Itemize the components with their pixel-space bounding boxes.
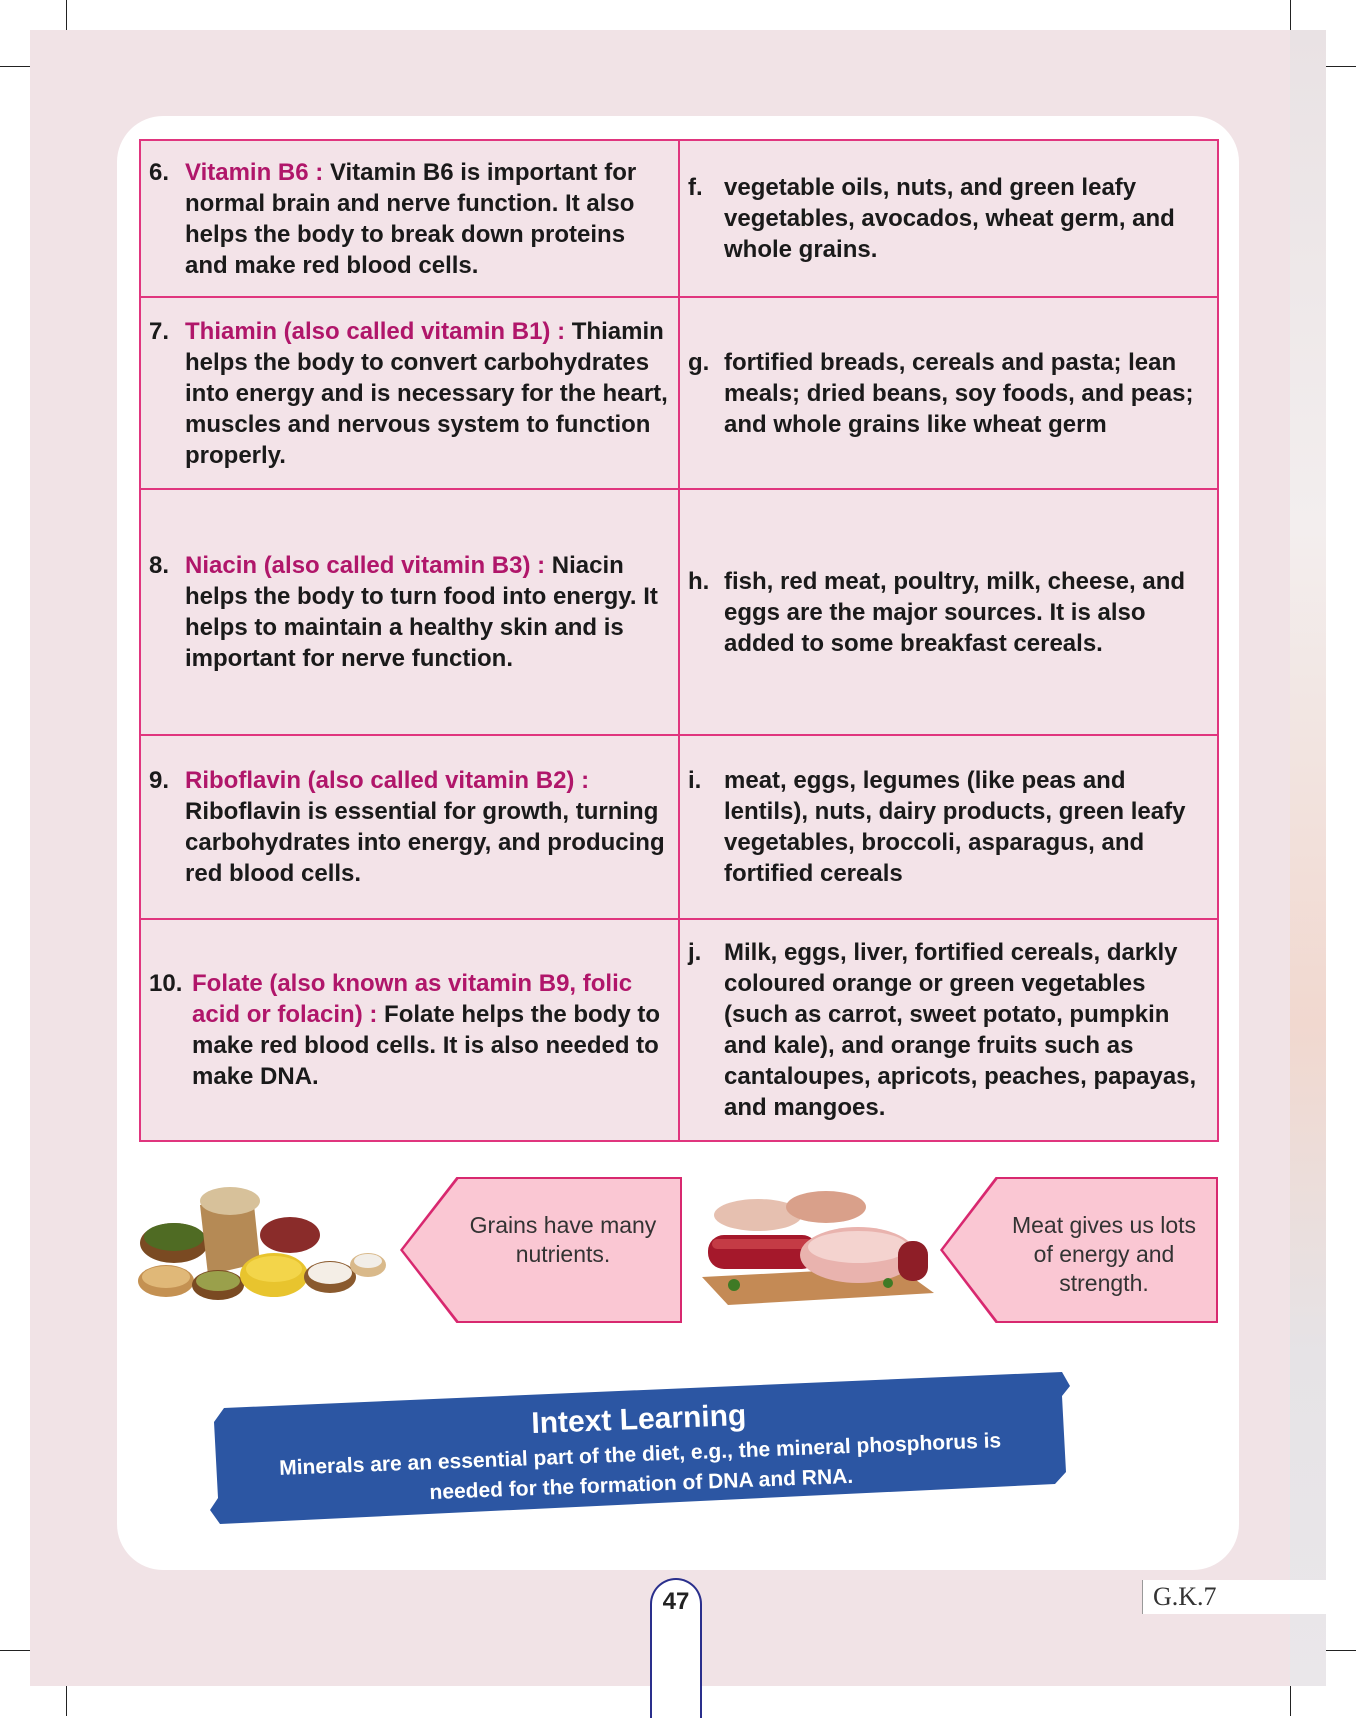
meat-callout-text: Meat gives us lots of energy and strength. (1011, 1212, 1197, 1296)
crop-mark (66, 1686, 67, 1716)
vitamin-cell (140, 919, 679, 1141)
source-cell (679, 140, 1218, 297)
crop-mark (1326, 66, 1356, 67)
vitamin-cell (140, 489, 679, 735)
grains-callout-text: Grains have many nutrients. (469, 1212, 657, 1267)
right-edge-photo-strip (1290, 30, 1326, 1686)
food-sources: meat, eggs, legumes (like peas and lentils), nuts, dairy products, green leafy vegetables, broccoli, asparagus, and fortified cereals (724, 767, 1186, 887)
vitamin-name: Folate (also known as vitamin B9, folic acid or folacin) : (192, 970, 633, 1028)
item-letter: i. (688, 767, 702, 794)
food-sources: fish, red meat, poultry, milk, cheese, and eggs are the major sources. It is also added to some breakfast cereals. (724, 567, 1186, 657)
vitamin-description: Riboflavin is essential for growth, turning carbohydrates into energy, and producing red blood cells. (185, 798, 665, 887)
vitamin-name: Vitamin B6 : (185, 158, 324, 186)
item-letter: f. (688, 174, 703, 201)
item-number: 6. (149, 158, 170, 186)
item-letter: j. (688, 939, 702, 966)
vitamin-description: Vitamin B6 is important for normal brain and nerve function. It also helps the body to break down proteins and make red blood cells. (185, 158, 637, 279)
vitamin-cell (140, 297, 679, 489)
grains-illustration (138, 1185, 393, 1310)
source-cell (679, 489, 1218, 735)
crop-mark (1326, 1650, 1356, 1651)
source-cell (679, 297, 1218, 489)
crop-mark (1290, 1686, 1291, 1716)
vitamin-description: Thiamin helps the body to convert carbohydrates into energy and is necessary for the heart, muscles and nervous system to function properly. (185, 317, 668, 469)
vitamin-name: Riboflavin (also called vitamin B2) : (185, 767, 590, 794)
item-number: 7. (149, 317, 170, 345)
item-number: 10. (149, 970, 183, 997)
food-sources: fortified breads, cereals and pasta; lean meals; dried beans, soy foods, and peas; and whole grains like wheat germ (724, 348, 1194, 438)
intext-learning-body: Minerals are an essential part of the diet, e.g., the mineral phosphorus is needed for the formation of DNA and RNA. (278, 1429, 1002, 1505)
table-row (140, 735, 1218, 919)
crop-mark (0, 66, 30, 67)
table-row (140, 140, 1218, 297)
food-sources: Milk, eggs, liver, fortified cereals, darkly coloured orange or green vegetables (such as carrot, sweet potato, pumpkin and kale), and orange fruits such as cantaloupes, apricots, peaches, papayas, and mangoes. (724, 939, 1197, 1121)
vitamin-cell (140, 140, 679, 297)
meat-illustration (698, 1185, 942, 1310)
source-cell (679, 735, 1218, 919)
vitamin-name: Niacin (also called vitamin B3) : (185, 552, 546, 579)
source-cell (679, 919, 1218, 1141)
page-number: 47 (662, 1588, 690, 1615)
food-sources: vegetable oils, nuts, and green leafy vegetables, avocados, wheat germ, and whole grains. (724, 174, 1175, 263)
book-code: G.K.7 (1142, 1580, 1326, 1614)
crop-mark (1290, 0, 1291, 30)
item-letter: g. (688, 348, 710, 376)
item-number: 8. (149, 552, 170, 579)
crop-mark (0, 1650, 30, 1651)
table-row (140, 489, 1218, 735)
vitamin-cell (140, 735, 679, 919)
table-row (140, 297, 1218, 489)
vitamin-description: Folate helps the body to make red blood cells. It is also needed to make DNA. (192, 1001, 661, 1090)
vitamin-sources-table (139, 139, 1219, 1142)
vitamin-description: Niacin helps the body to turn food into energy. It helps to maintain a healthy skin and is important for nerve function. (185, 552, 658, 672)
table-row (140, 919, 1218, 1141)
intext-learning-title: Intext Learning (530, 1398, 747, 1441)
item-number: 9. (149, 767, 170, 794)
crop-mark (66, 0, 67, 30)
item-letter: h. (688, 567, 710, 595)
vitamin-name: Thiamin (also called vitamin B1) : (185, 317, 566, 345)
